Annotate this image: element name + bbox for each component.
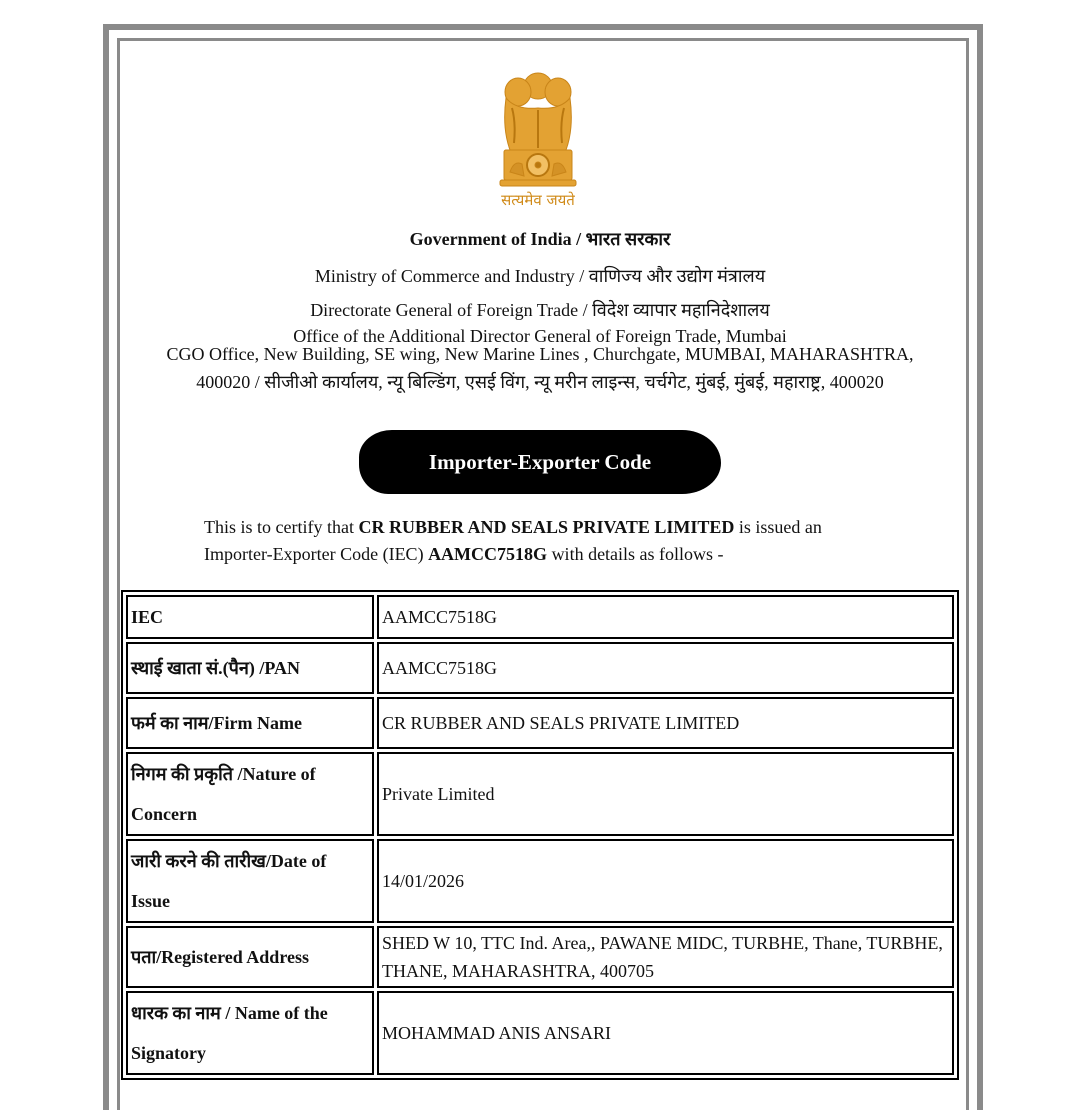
row-label: जारी करने की तारीख/Date of Issue [126,839,374,923]
row-value: AAMCC7518G [377,595,954,639]
national-emblem-icon [494,68,582,210]
table-row [126,697,954,749]
ministry-heading: Ministry of Commerce and Industry / वाणिज्य और उद्योग मंत्रालय [314,266,766,286]
table-row [126,926,954,988]
intro-text-3: Importer-Exporter Code (IEC) [204,544,429,564]
row-label: IEC [126,595,374,639]
document-title-banner [359,430,721,494]
row-label: पता/Registered Address [126,926,374,988]
table-row [126,991,954,1075]
table-row [126,595,954,639]
intro-text-1: This is to certify that [204,517,359,537]
intro-text-2: is issued an [734,517,822,537]
row-value: 14/01/2026 [377,839,954,923]
government-heading: Government of India / भारत सरकार [409,229,671,249]
table-row [126,839,954,923]
row-value: MOHAMMAD ANIS ANSARI [377,991,954,1075]
office-heading: Office of the Additional Director General of Foreign Trade, Mumbai [293,326,787,346]
row-label: निगम की प्रकृति /Nature of Concern [126,752,374,836]
certification-statement [204,514,924,568]
row-value: AAMCC7518G [377,642,954,694]
row-label: स्थाई खाता सं.(पैन) /PAN [126,642,374,694]
intro-iec-code: AAMCC7518G [428,544,548,564]
intro-text-4: with details as follows - [547,544,724,564]
national-motto: सत्यमेव जयते [501,191,575,209]
row-label: धारक का नाम / Name of the Signatory [126,991,374,1075]
row-value: SHED W 10, TTC Ind. Area,, PAWANE MIDC, TURBHE, Thane, TURBHE, THANE, MAHARASHTRA, 400705 [377,926,954,988]
office-address-line2: 400020 / सीजीओ कार्यालय, न्यू बिल्डिंग, एसई विंग, न्यू मरीन लाइन्स, चर्चगेट, मुंबई, मुंबई, महाराष्ट्र, 400020 [196,372,884,392]
directorate-heading: Directorate General of Foreign Trade / विदेश व्यापार महानिदेशालय [310,300,770,320]
row-value: Private Limited [377,752,954,836]
document-title: Importer-Exporter Code [428,449,652,474]
row-value: CR RUBBER AND SEALS PRIVATE LIMITED [377,697,954,749]
row-label: फर्म का नाम/Firm Name [126,697,374,749]
office-address-line1: CGO Office, New Building, SE wing, New Marine Lines , Churchgate, MUMBAI, MAHARASHTRA, [166,344,914,364]
table-row [126,642,954,694]
table-row [126,752,954,836]
details-table [121,590,959,1080]
intro-firm-name: CR RUBBER AND SEALS PRIVATE LIMITED [358,517,735,537]
